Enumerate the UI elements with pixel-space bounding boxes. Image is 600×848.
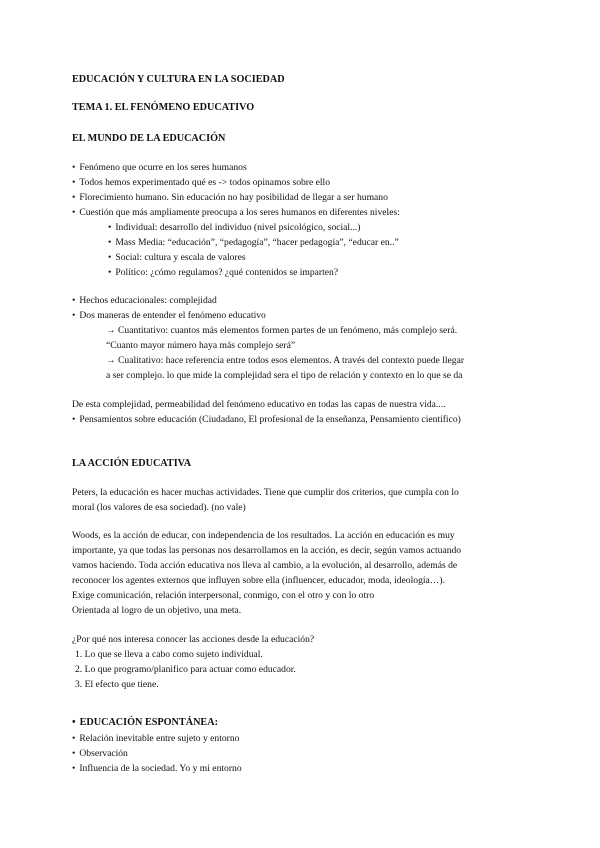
list-item: • Cuestión que más ampliamente preocupa a los seres humanos en diferentes niveles: [72,205,400,220]
question-line: ¿Por qué nos interesa conocer las acciones desde la educación? [72,634,315,645]
way-line: → Cuantitativo: cuantos más elementos formen partes de un fenómeno, más complejo será. [106,325,458,336]
paragraph-woods-line: Exige comunicación, relación interpersonal, conmigo, con el otro y con lo otro [72,590,375,601]
paragraph-woods-line: reconocer los agentes externos que influyen sobre ella (influencer, educador, moda, ideología…). [72,575,445,586]
list-item: • Influencia de la sociedad. Yo y mi entorno [72,761,242,776]
paragraph-woods-line: vamos haciendo. Toda acción educativa nos lleva al cambio, a la evolución, al desarrollo, además de [72,560,458,571]
paragraph-peters-line: moral (los valores de esa sociedad). (no vale) [72,502,246,513]
numbered-item: 3. El efecto que tiene. [75,679,159,690]
list-item-level: • Mass Media: “educación”, “pedagogía”, “hacer pedagogía”, “educar en..” [108,235,399,250]
way-line: → Cualitativo: hace referencia entre todos esos elementos. A través del contexto puede llegar [106,355,465,366]
list-item: • Observación [72,746,128,761]
document-main-title: EDUCACIÓN Y CULTURA EN LA SOCIEDAD [72,74,285,85]
paragraph-peters-line: Peters, la educación es hacer muchas actividades. Tiene que cumplir dos criterios, que cumpla con lo [72,487,459,498]
list-item-level: • Social: cultura y escala de valores [108,250,246,265]
tema-title: TEMA 1. EL FENÓMENO EDUCATIVO [72,102,255,113]
list-item: • Hechos educacionales: complejidad [72,293,217,308]
list-item: • Fenómeno que ocurre en los seres humanos [72,160,247,175]
list-item: • Relación inevitable entre sujeto y entorno [72,731,239,746]
numbered-item: 1. Lo que se lleva a cabo como sujeto individual. [75,649,263,660]
list-item: • Todos hemos experimentado qué es -> todos opinamos sobre ello [72,175,330,190]
way-line: “Cuanto mayor número haya más complejo será” [106,340,296,351]
list-item: • Dos maneras de entender el fenómeno educativo [72,308,266,323]
section-title-educacion-espontanea: • EDUCACIÓN ESPONTÁNEA: [72,715,218,730]
list-item-level: • Político: ¿cómo regulamos? ¿qué contenidos se imparten? [108,265,338,280]
paragraph-complejidad: De esta complejidad, permeabilidad del fenómeno educativo en todas las capas de nuestra vida.... [72,399,446,410]
paragraph-woods-line: Woods, es la acción de educar, con independencia de los resultados. La acción en educación es muy [72,530,455,541]
paragraph-woods-line: importante, ya que todas las personas nos desarrollamos en la acción, es decir, según vamos actuando [72,545,462,556]
numbered-item: 2. Lo que programo/planifico para actuar como educador. [75,664,296,675]
paragraph-woods-line: Orientada al logro de un objetivo, una meta. [72,605,242,616]
list-item-level: • Individual: desarrollo del individuo (nivel psicológico, social...) [108,220,360,235]
way-line: a ser complejo. lo que mide la complejidad sera el tipo de relación y contexto en lo que se da [106,370,463,381]
section-title-mundo-educacion: EL MUNDO DE LA EDUCACIÓN [72,133,226,144]
list-item: • Pensamientos sobre educación (Ciudadano, El profesional de la enseñanza, Pensamiento científico) [72,412,461,427]
list-item: • Florecimiento humano. Sin educación no hay posibilidad de llegar a ser humano [72,190,388,205]
section-title-accion-educativa: LA ACCIÓN EDUCATIVA [72,458,192,469]
